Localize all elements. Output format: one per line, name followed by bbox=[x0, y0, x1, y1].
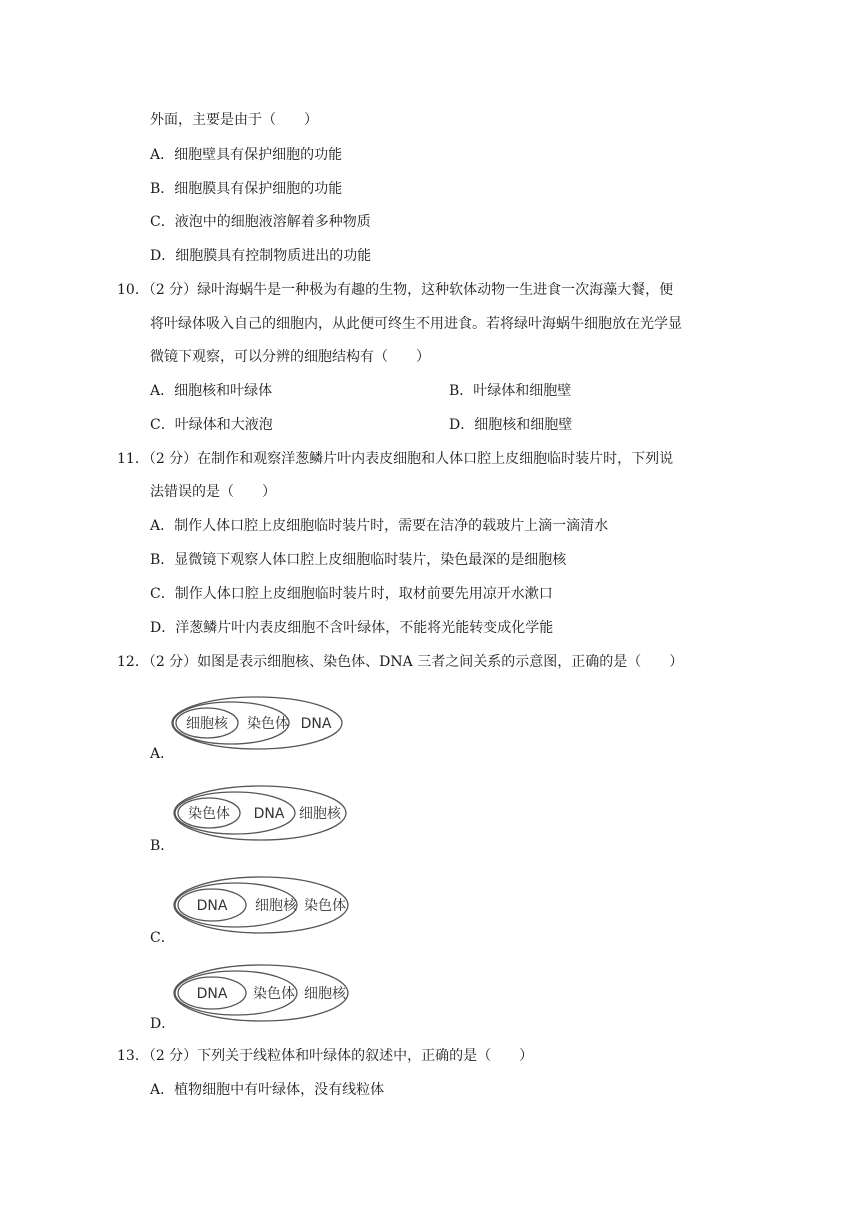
inner-label: 细胞核 bbox=[186, 716, 228, 732]
middle-label: DNA bbox=[253, 806, 285, 822]
q12-option-c-label: C． bbox=[150, 930, 175, 946]
inner-label: DNA bbox=[196, 898, 228, 914]
q12-stem: 12．（2 分）如图是表示细胞核、染色体、DNA 三者之间关系的示意图，正确的是（ ） bbox=[117, 654, 684, 670]
q9-option-c: C．液泡中的细胞液溶解着多种物质 bbox=[150, 214, 371, 230]
q9-option-a: A．细胞壁具有保护细胞的功能 bbox=[150, 147, 343, 163]
q9-stem-continuation: 外面，主要是由于（ ） bbox=[150, 112, 318, 128]
q13-option-a: A．植物细胞中有叶绿体，没有线粒体 bbox=[150, 1082, 385, 1098]
q11-option-a: A．制作人体口腔上皮细胞临时装片时，需要在洁净的载玻片上滴一滴清水 bbox=[150, 518, 609, 534]
q11-stem-line-2: 法错误的是（ ） bbox=[150, 484, 276, 500]
q11-option-c: C．制作人体口腔上皮细胞临时装片时，取材前要先用凉开水漱口 bbox=[150, 586, 553, 602]
q12-option-c-diagram bbox=[172, 874, 352, 936]
q12-option-d-diagram bbox=[172, 962, 352, 1024]
q9-option-b: B．细胞膜具有保护细胞的功能 bbox=[150, 181, 343, 197]
q10-stem-line-2: 将叶绿体吸入自己的细胞内，从此便可终生不用进食。若将绿叶海蜗牛细胞放在光学显 bbox=[150, 316, 682, 332]
q12-option-d-label: D． bbox=[150, 1016, 176, 1032]
q10-stem-line-1: 10．（2 分）绿叶海蜗牛是一种极为有趣的生物，这种软体动物一生进食一次海藻大餐，便 bbox=[117, 282, 674, 298]
q11-option-b: B．显微镜下观察人体口腔上皮细胞临时装片，染色最深的是细胞核 bbox=[150, 552, 567, 568]
q11-stem-line-1: 11．（2 分）在制作和观察洋葱鳞片叶内表皮细胞和人体口腔上皮细胞临时装片时，下列说 bbox=[117, 451, 674, 467]
outer-label: 细胞核 bbox=[299, 806, 341, 822]
q9-option-d: D．细胞膜具有控制物质进出的功能 bbox=[150, 248, 372, 264]
middle-label: 染色体 bbox=[253, 986, 295, 1002]
q10-option-b: B．叶绿体和细胞壁 bbox=[449, 383, 572, 399]
inner-label: DNA bbox=[196, 986, 228, 1002]
q10-option-c: C．叶绿体和大液泡 bbox=[150, 417, 273, 433]
q12-option-b-label: B． bbox=[150, 838, 175, 854]
q11-option-d: D．洋葱鳞片叶内表皮细胞不含叶绿体，不能将光能转变成化学能 bbox=[150, 620, 554, 636]
outer-label: 细胞核 bbox=[304, 986, 346, 1002]
q13-stem: 13．（2 分）下列关于线粒体和叶绿体的叙述中，正确的是（ ） bbox=[117, 1048, 534, 1064]
q10-option-a: A．细胞核和叶绿体 bbox=[150, 383, 273, 399]
middle-label: 细胞核 bbox=[255, 898, 297, 914]
q10-option-d: D．细胞核和细胞壁 bbox=[449, 417, 573, 433]
outer-label: DNA bbox=[300, 716, 332, 732]
inner-label: 染色体 bbox=[188, 806, 230, 822]
middle-label: 染色体 bbox=[247, 716, 289, 732]
q12-option-b-diagram bbox=[172, 783, 350, 843]
q12-option-a-label: A． bbox=[150, 746, 175, 762]
q12-option-a-diagram bbox=[170, 694, 345, 754]
outer-label: 染色体 bbox=[304, 898, 346, 914]
q10-stem-line-3: 微镜下观察，可以分辨的细胞结构有（ ） bbox=[150, 349, 430, 365]
